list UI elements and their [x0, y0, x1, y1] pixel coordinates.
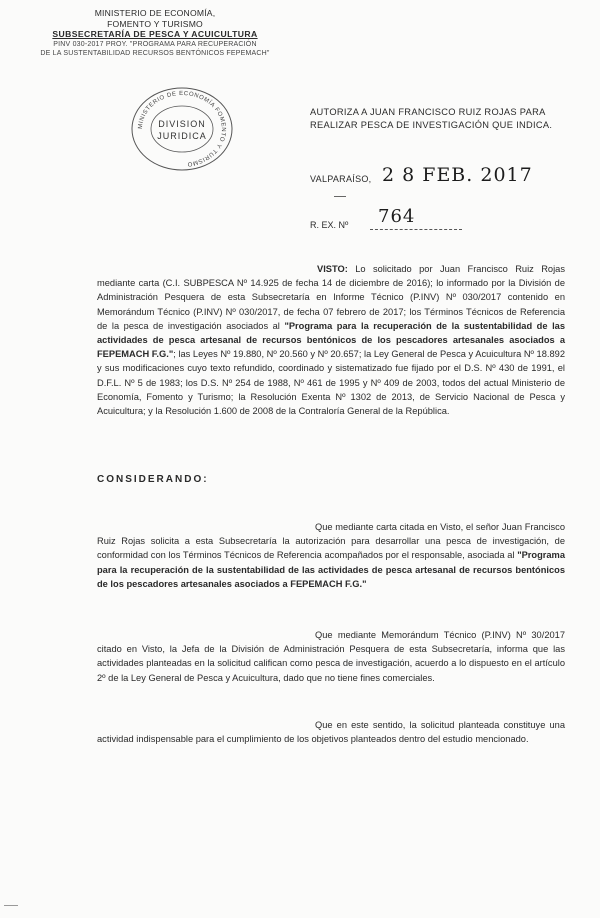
c1-program-name: "Programa para la recuperación de la sustentabilidad de las actividades de pesca artesanal de recursos bentónicos de los pescadores artesanales asociados a FEPEMACH F.G." [97, 550, 565, 589]
place-label: VALPARAÍSO, [310, 174, 372, 184]
subject-line-1: AUTORIZA A JUAN FRANCISCO RUIZ ROJAS PARA [310, 107, 546, 117]
considerando-heading: CONSIDERANDO: [97, 474, 209, 485]
header-line-2: FOMENTO Y TURISMO [107, 18, 203, 29]
visto-label: VISTO: [317, 264, 348, 274]
subject-line-2: REALIZAR PESCA DE INVESTIGACIÓN QUE INDICA. [310, 120, 553, 130]
considerando-paragraph-2 [97, 628, 565, 685]
rex-underline [370, 229, 462, 230]
c1-text: Que mediante carta citada en Visto, el señor Juan Francisco Ruiz Rojas solicita a esta Subsecretaría la autorización para desarrollar una pesca de investigación, de conformidad con los Términos Técnicos de Referencia acompañados por el responsable, asociada al [97, 522, 565, 561]
header-line-5: DE LA SUSTENTABILIDAD RECURSOS BENTÓNICOS FEPEMACH" [40, 49, 270, 57]
visto-paragraph [97, 262, 565, 418]
visto-text-1: Lo solicitado por Juan Francisco Ruiz Rojas mediante carta (C.I. SUBPESCA Nº 14.925 de fecha 14 de diciembre de 2016); lo informado por la División de Administración Pesquera de esta Subsecretaría en Informe Técnico (P.INV) Nº 030/2017 contenido en Memorándum Técnico (P.INV) Nº 030/2017, de fecha 07 febrero de 2017; los Términos Técnicos de Referencia de la pesca de investigación asociados al [97, 264, 565, 331]
stamp-inner-line-1: DIVISION [158, 119, 206, 129]
header-line-1: MINISTERIO DE ECONOMÍA, [94, 8, 216, 18]
considerando-paragraph-1 [97, 520, 565, 591]
resolution-subject [310, 106, 560, 132]
division-juridica-stamp [128, 86, 236, 172]
date-stamp: 2 8 FEB. 2017 [382, 164, 533, 186]
considerando-paragraph-3 [97, 718, 565, 746]
c3-text: Que en este sentido, la solicitud planteada constituye una actividad indispensable para el cumplimiento de los objetivos planteados dentro del estudio mencionado. [97, 720, 565, 745]
header-line-4: PINV 030-2017 PROY. "PROGRAMA PARA RECUPERACIÓN [53, 40, 257, 48]
corner-mark [4, 905, 18, 906]
visto-text-2: ; las Leyes Nº 19.880, Nº 20.560 y Nº 20.657; la Ley General de Pesca y Acuicultura Nº 18.892 y sus modificaciones cuyo texto refundido, coordinado y sistematizado fue fijado por el D.S. Nº 430 de 1991, el D.F.L. Nº 5 de 1983; los D.S. Nº 254 de 1988, Nº 461 de 1995 y Nº 409 de 2003, todos del actual Ministerio de Economía, Fomento y Turismo; la Resolución Exenta Nº 1302 de 2013, de Servicio Nacional de Pesca y Acuicultura; y la Resolución 1.600 de 2008 de la Contraloría General de la República. [97, 349, 565, 417]
rex-label: R. EX. Nº [310, 220, 349, 230]
stamp-ring-text: MINISTERIO DE ECONOMÍA FOMENTO Y TURISMO [137, 90, 227, 167]
header-line-3: SUBSECRETARÍA DE PESCA Y ACUICULTURA [52, 29, 258, 39]
separator-mark [334, 196, 346, 197]
stamp-inner-line-2: JURIDICA [157, 131, 207, 141]
c2-text: Que mediante Memorándum Técnico (P.INV) Nº 30/2017 citado en Visto, la Jefa de la División de Administración Pesquera de esta Subsecretaría, informa que las actividades planteadas en la solicitud califican como pesca de investigación, acuerdo a lo dispuesto en el artículo 2º de la Ley General de Pesca y Acuicultura, dado que no tiene fines comerciales. [97, 630, 565, 683]
visto-program-name: "Programa para la recuperación de la sustentabilidad de las actividades de pesca artesanal de recursos bentónicos de los pescadores artesanales asociados a FEPEMACH F.G." [97, 320, 565, 360]
ministry-header [40, 8, 270, 58]
rex-number: 764 [378, 206, 416, 227]
